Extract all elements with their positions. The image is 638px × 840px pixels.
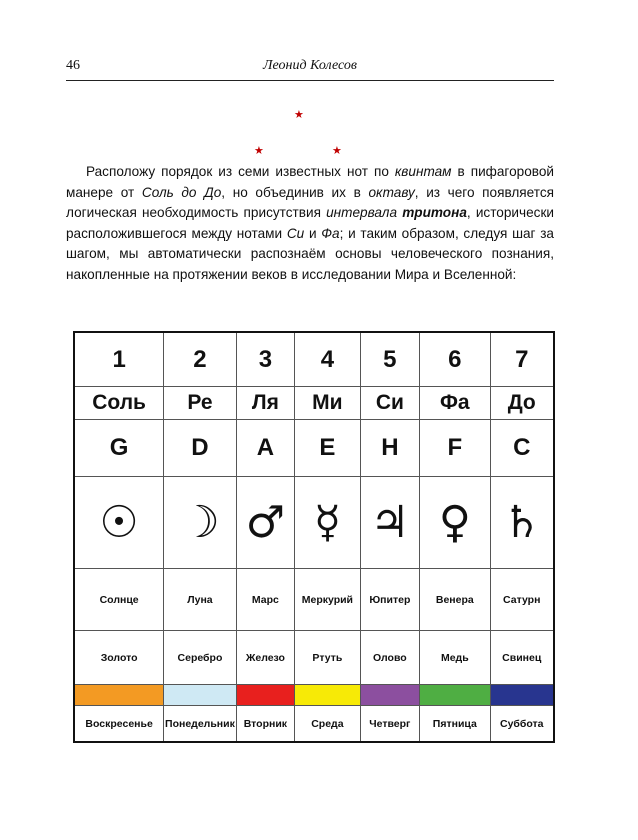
table-row-notes <box>75 387 553 420</box>
color-swatch <box>75 685 164 706</box>
mars-symbol-icon: ♂ <box>237 477 296 569</box>
metal-cell: Серебро <box>164 631 236 685</box>
planet-cell: Марс <box>237 569 296 631</box>
metal-cell: Железо <box>237 631 296 685</box>
note-cell: Ми <box>295 387 360 420</box>
metal-cell: Ртуть <box>295 631 360 685</box>
body-paragraph: Расположу порядок из семи известных нот по квинтам в пифагоровой манере от Соль до До, но объединив их в октаву, из чего появляется логическая необходимость присутствия интервала тритона, исторически расположившегося между нотами Си и Фа; и таким образом, следуя шаг за шагом, мы автоматически распознаём основы человеческого познания, накопленные на протяжении веков в исследовании Мира и Вселенной: <box>66 164 554 282</box>
color-swatch <box>491 685 553 706</box>
mercury-symbol-icon: ☿ <box>295 477 360 569</box>
number-cell: 6 <box>420 333 490 387</box>
color-swatch <box>237 685 296 706</box>
note-cell: Си <box>361 387 421 420</box>
color-swatch <box>420 685 490 706</box>
note-cell: Ля <box>237 387 296 420</box>
venus-symbol-icon: ♀ <box>420 477 490 569</box>
planet-cell: Юпитер <box>361 569 421 631</box>
table-row-planets <box>75 569 553 631</box>
table-row-metals <box>75 631 553 685</box>
planet-cell: Луна <box>164 569 236 631</box>
day-cell: Среда <box>295 706 360 741</box>
star-icon: ★ <box>294 109 304 121</box>
color-swatch <box>164 685 236 706</box>
letter-cell: H <box>361 420 421 477</box>
running-title: Леонид Колесов <box>263 58 357 73</box>
planet-cell: Меркурий <box>295 569 360 631</box>
note-cell: Соль <box>75 387 164 420</box>
table-row-colors <box>75 685 553 706</box>
metal-cell: Свинец <box>491 631 553 685</box>
metal-cell: Золото <box>75 631 164 685</box>
planet-cell: Солнце <box>75 569 164 631</box>
sun-symbol-icon: ☉ <box>75 477 164 569</box>
day-cell: Понедельник <box>164 706 236 741</box>
day-cell: Суббота <box>499 717 544 730</box>
number-cell: 7 <box>491 333 553 387</box>
letter-cell: F <box>420 420 490 477</box>
table-row-symbols <box>75 477 553 569</box>
letter-cell: E <box>295 420 360 477</box>
planet-cell: Венера <box>420 569 490 631</box>
page-header <box>66 58 554 81</box>
metal-cell: Медь <box>420 631 490 685</box>
number-cell: 1 <box>75 333 164 387</box>
star-icon: ★ <box>332 145 342 157</box>
jupiter-symbol-icon: ♃ <box>361 477 421 569</box>
letter-cell: A <box>237 420 296 477</box>
letter-cell: C <box>491 420 553 477</box>
letter-cell: D <box>164 420 236 477</box>
color-swatch <box>295 685 360 706</box>
saturn-symbol-icon: ♄ <box>491 477 553 569</box>
number-cell: 4 <box>295 333 360 387</box>
day-cell: Воскресенье <box>75 706 164 741</box>
note-cell: Фа <box>420 387 490 420</box>
note-cell: Ре <box>164 387 236 420</box>
day-cell: Пятница <box>420 706 490 741</box>
letter-cell: G <box>75 420 164 477</box>
metal-cell: Олово <box>361 631 421 685</box>
day-cell: Вторник <box>237 706 296 741</box>
planet-cell: Сатурн <box>491 569 553 631</box>
page-number: 46 <box>66 58 80 73</box>
correspondence-table <box>73 331 555 743</box>
table-row-letters <box>75 420 553 477</box>
star-icon: ★ <box>254 145 264 157</box>
day-cell: Четверг <box>361 706 421 741</box>
number-cell: 2 <box>164 333 236 387</box>
color-swatch <box>361 685 421 706</box>
table-row-numbers <box>75 333 553 387</box>
moon-symbol-icon: ☽ <box>164 477 236 569</box>
number-cell: 5 <box>361 333 421 387</box>
table-row-days <box>75 706 553 741</box>
note-cell: До <box>491 387 553 420</box>
number-cell: 3 <box>237 333 296 387</box>
